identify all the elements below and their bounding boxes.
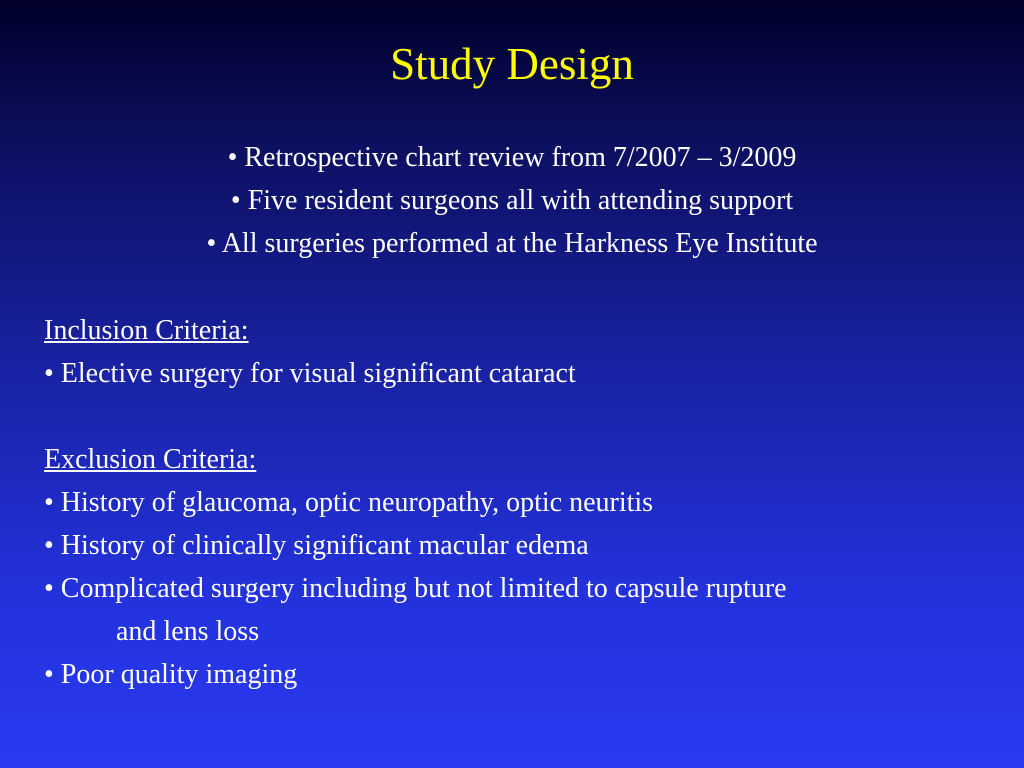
exclusion-criteria-item: • History of clinically significant macular edema <box>44 530 589 561</box>
intro-bullet-list <box>0 136 1024 265</box>
intro-bullet: • All surgeries performed at the Harkness Eye Institute <box>206 228 818 259</box>
exclusion-criteria-item: • Poor quality imaging <box>44 659 298 690</box>
inclusion-criteria-heading: Inclusion Criteria: <box>44 315 249 346</box>
exclusion-criteria-item-continuation: and lens loss <box>116 616 260 647</box>
exclusion-criteria-section <box>44 438 1004 696</box>
exclusion-criteria-item: • Complicated surgery including but not limited to capsule rupture <box>44 573 787 604</box>
slide-title: Study Design <box>390 39 634 89</box>
intro-bullet: • Five resident surgeons all with attending support <box>230 185 794 216</box>
intro-bullet: • Retrospective chart review from 7/2007 – 3/2009 <box>227 142 797 173</box>
exclusion-criteria-item: • History of glaucoma, optic neuropathy, optic neuritis <box>44 487 654 518</box>
inclusion-criteria-section <box>44 309 1004 395</box>
exclusion-criteria-heading: Exclusion Criteria: <box>44 444 257 475</box>
inclusion-criteria-item: • Elective surgery for visual significant cataract <box>44 358 576 389</box>
